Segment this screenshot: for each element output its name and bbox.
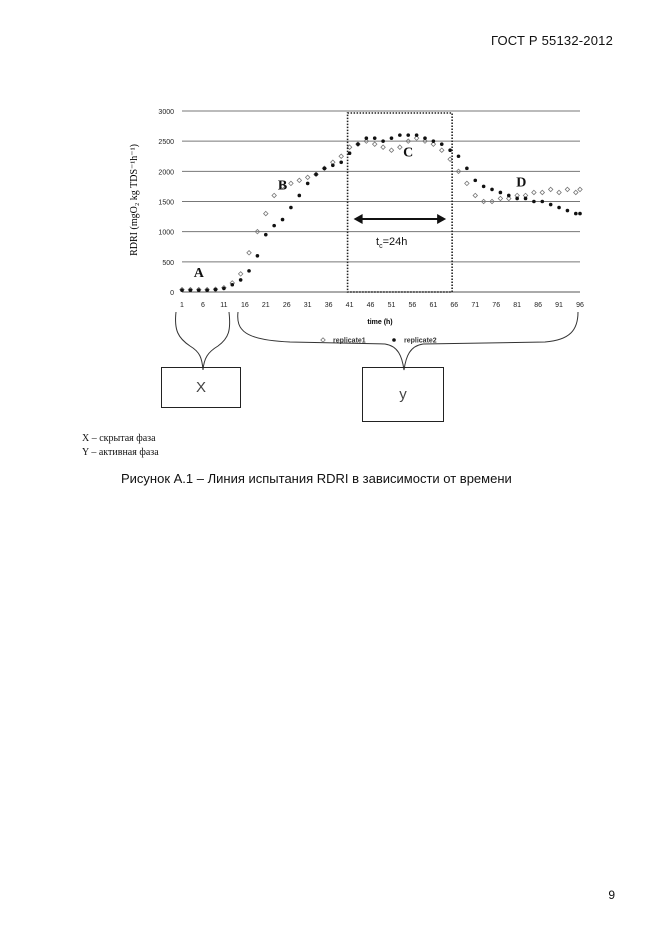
y-tick-labels bbox=[158, 109, 174, 297]
y-axis-label: RDRI (mgO₂ kg TDS⁻¹h⁻¹) bbox=[129, 144, 140, 256]
x-tick-labels bbox=[180, 302, 584, 309]
data-point-replicate1 bbox=[398, 145, 402, 149]
data-point-replicate2 bbox=[365, 136, 369, 140]
data-point-replicate2 bbox=[306, 182, 310, 186]
legend-label-replicate1: replicate1 bbox=[333, 337, 366, 345]
data-point-replicate2 bbox=[264, 233, 268, 237]
data-point-replicate1 bbox=[389, 148, 393, 152]
x-tick-label: 16 bbox=[240, 302, 249, 309]
data-point-replicate2 bbox=[373, 136, 377, 140]
data-point-replicate1 bbox=[440, 148, 444, 152]
data-point-replicate2 bbox=[457, 154, 461, 158]
data-point-replicate2 bbox=[415, 133, 419, 137]
data-point-replicate1 bbox=[339, 154, 343, 158]
x-tick-label: 86 bbox=[534, 302, 543, 309]
data-point-replicate1 bbox=[381, 145, 385, 149]
x-tick-label: 51 bbox=[387, 302, 396, 309]
x-tick-label: 41 bbox=[345, 302, 354, 309]
test-window bbox=[348, 113, 453, 292]
series-replicate1 bbox=[180, 136, 582, 292]
data-point-replicate1 bbox=[373, 142, 377, 146]
data-point-replicate2 bbox=[298, 194, 302, 198]
figure-caption: Рисунок А.1 – Линия испытания RDRI в зависимости от времени bbox=[121, 471, 512, 486]
data-point-replicate2 bbox=[540, 200, 544, 204]
data-point-replicate2 bbox=[549, 203, 553, 207]
x-tick-label: 61 bbox=[429, 302, 438, 309]
box-x-label: X bbox=[195, 379, 206, 396]
data-point-replicate1 bbox=[578, 187, 582, 191]
legend-marker-replicate1 bbox=[321, 338, 325, 342]
data-point-replicate2 bbox=[574, 212, 578, 216]
series-replicate2 bbox=[180, 133, 582, 292]
note-active-phase: Y – активная фаза bbox=[82, 447, 159, 458]
x-tick-label: 36 bbox=[324, 302, 333, 309]
x-tick-label: 96 bbox=[576, 302, 584, 309]
x-tick-label: 66 bbox=[450, 302, 459, 309]
data-point-replicate2 bbox=[256, 254, 260, 258]
phase-label: D bbox=[516, 175, 527, 191]
data-point-replicate1 bbox=[473, 193, 477, 197]
data-point-replicate2 bbox=[323, 167, 327, 171]
window-arrow-right bbox=[437, 214, 446, 224]
data-point-replicate2 bbox=[180, 288, 184, 292]
data-point-replicate2 bbox=[239, 278, 243, 282]
window-frame bbox=[348, 113, 453, 292]
phase-label: B bbox=[277, 178, 288, 194]
data-point-replicate1 bbox=[574, 190, 578, 194]
x-tick-label: 81 bbox=[513, 302, 522, 309]
x-tick-label: 26 bbox=[282, 302, 291, 309]
data-point-replicate2 bbox=[214, 288, 218, 292]
active-phase-box bbox=[362, 367, 444, 422]
data-point-replicate2 bbox=[532, 200, 536, 204]
data-point-replicate2 bbox=[465, 167, 469, 171]
y-tick-label: 1500 bbox=[158, 199, 174, 207]
legend-label-replicate2: replicate2 bbox=[404, 337, 437, 345]
data-point-replicate2 bbox=[406, 133, 410, 137]
data-point-replicate2 bbox=[499, 191, 503, 195]
x-tick-label: 11 bbox=[220, 302, 228, 309]
y-tick-label: 2500 bbox=[158, 139, 174, 147]
window-duration-label: $t_c=24h$ bbox=[376, 236, 408, 250]
data-point-replicate1 bbox=[465, 181, 469, 185]
standard-header: ГОСТ Р 55132-2012 bbox=[490, 33, 613, 48]
data-point-replicate1 bbox=[532, 190, 536, 194]
y-tick-label: 1000 bbox=[158, 229, 174, 237]
x-tick-label: 21 bbox=[261, 302, 270, 309]
data-point-replicate1 bbox=[297, 178, 301, 182]
data-point-replicate2 bbox=[482, 185, 486, 189]
data-point-replicate2 bbox=[515, 197, 519, 201]
figure-notes bbox=[82, 432, 159, 460]
rdri-chart bbox=[0, 0, 661, 460]
data-point-replicate2 bbox=[272, 224, 276, 228]
data-point-replicate2 bbox=[557, 206, 561, 210]
data-point-replicate1 bbox=[272, 193, 276, 197]
data-point-replicate2 bbox=[578, 212, 582, 216]
x-tick-label: 76 bbox=[492, 302, 501, 309]
data-point-replicate2 bbox=[314, 173, 318, 177]
data-point-replicate1 bbox=[548, 187, 552, 191]
brace-latent bbox=[176, 312, 230, 370]
y-tick-label: 500 bbox=[162, 259, 174, 267]
data-point-replicate2 bbox=[331, 164, 335, 168]
phase-label: A bbox=[193, 265, 204, 281]
data-point-replicate2 bbox=[398, 133, 402, 137]
data-point-replicate2 bbox=[381, 139, 385, 143]
data-point-replicate2 bbox=[205, 288, 209, 292]
data-point-replicate2 bbox=[197, 288, 201, 292]
data-point-replicate2 bbox=[289, 206, 293, 210]
y-tick-label: 2000 bbox=[158, 169, 174, 177]
data-point-replicate1 bbox=[247, 251, 251, 255]
data-point-replicate2 bbox=[281, 218, 285, 222]
data-point-replicate2 bbox=[566, 209, 570, 213]
page-number: 9 bbox=[608, 888, 615, 902]
latent-phase-box bbox=[161, 367, 241, 408]
data-point-replicate2 bbox=[222, 287, 226, 291]
data-point-replicate2 bbox=[507, 194, 511, 198]
data-point-replicate2 bbox=[390, 136, 394, 140]
data-point-replicate1 bbox=[565, 187, 569, 191]
data-point-replicate1 bbox=[305, 175, 309, 179]
x-tick-label: 91 bbox=[555, 302, 563, 309]
data-point-replicate2 bbox=[189, 288, 193, 292]
legend-marker-replicate2 bbox=[392, 338, 396, 342]
data-point-replicate2 bbox=[356, 142, 360, 146]
x-tick-label: 1 bbox=[180, 302, 184, 309]
note-latent-phase: X – скрытая фаза bbox=[82, 433, 156, 444]
x-axis-label: time (h) bbox=[367, 319, 393, 326]
data-point-replicate2 bbox=[247, 269, 251, 273]
data-point-replicate1 bbox=[557, 190, 561, 194]
y-tick-label: 0 bbox=[170, 290, 174, 297]
data-point-replicate2 bbox=[230, 283, 234, 287]
data-point-replicate1 bbox=[540, 190, 544, 194]
x-tick-label: 46 bbox=[366, 302, 375, 309]
phase-annotations bbox=[194, 145, 527, 281]
chart-grid bbox=[182, 111, 580, 292]
data-point-replicate2 bbox=[473, 179, 477, 183]
x-tick-label: 6 bbox=[200, 302, 205, 309]
data-point-replicate2 bbox=[440, 142, 444, 146]
data-point-replicate2 bbox=[490, 188, 494, 192]
x-tick-label: 31 bbox=[303, 302, 312, 309]
box-y-label: у bbox=[399, 386, 407, 403]
window-arrow-left bbox=[354, 214, 363, 224]
data-point-replicate2 bbox=[339, 160, 343, 164]
y-tick-label: 3000 bbox=[158, 109, 174, 116]
data-point-replicate1 bbox=[289, 181, 293, 185]
x-tick-label: 71 bbox=[471, 302, 480, 309]
data-point-replicate1 bbox=[238, 272, 242, 276]
data-point-replicate1 bbox=[264, 211, 268, 215]
data-point-replicate2 bbox=[524, 197, 528, 201]
phase-label: C bbox=[403, 145, 414, 161]
data-point-replicate2 bbox=[432, 139, 436, 143]
data-point-replicate1 bbox=[498, 196, 502, 200]
data-point-replicate2 bbox=[423, 136, 427, 140]
x-tick-label: 56 bbox=[408, 302, 417, 309]
